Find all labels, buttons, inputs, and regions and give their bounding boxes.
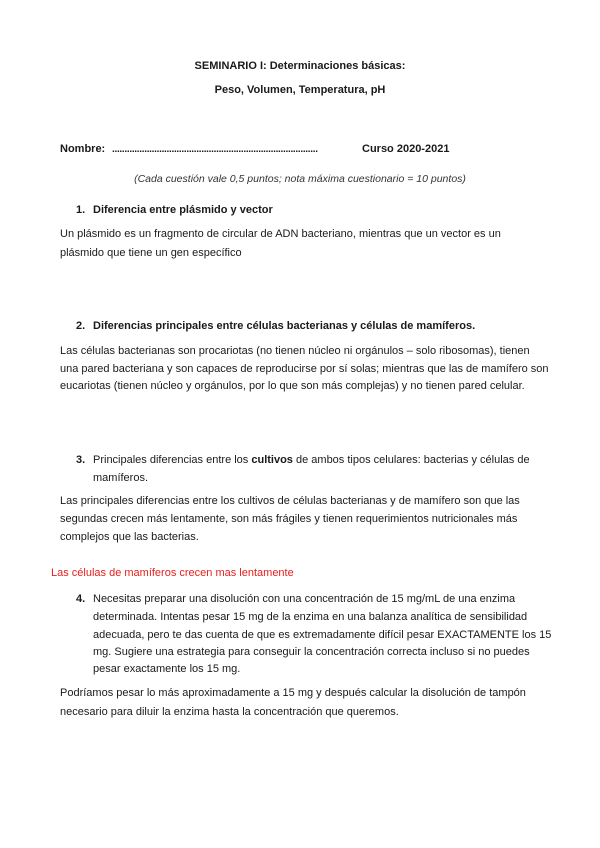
answer-1-line-1: Un plásmido es un fragmento de circular de ADN bacteriano, mientras que un vector es un — [60, 228, 501, 240]
grading-note: (Cada cuestión vale 0,5 puntos; nota máxima cuestionario = 10 puntos) — [134, 173, 466, 185]
answer-4-line-1: Podríamos pesar lo más aproximadamente a 15 mg y después calcular la disolución de tampón — [60, 687, 526, 699]
answer-3-line-3: complejos que las bacterias. — [60, 531, 199, 543]
answer-3-line-1: Las principales diferencias entre los cultivos de células bacterianas y de mamífero son que las — [60, 495, 520, 507]
name-label: Nombre: — [60, 143, 106, 155]
answer-1-line-2: plásmido que tiene un gen específico — [60, 247, 242, 259]
question-4-number: 4. — [76, 593, 86, 605]
answer-2-line-1: Las células bacterianas son procariotas (no tienen núcleo ni orgánulos – solo ribosomas), tienen — [60, 345, 530, 357]
answer-2-line-3: eucariotas (tienen núcleo y orgánulos, por lo que son más complejas) y no tienen pared celular. — [60, 380, 525, 392]
question-1-title: Diferencia entre plásmido y vector — [93, 204, 273, 216]
answer-2-line-2: una pared bacteriana y son capaces de reproducirse por sí solas; mientras que las de mamífero son — [60, 363, 549, 375]
question-4-line-2: determinada. Intentas pesar 15 mg de la enzima en una balanza analítica de sensibilidad — [93, 611, 528, 623]
question-2-title: Diferencias principales entre células bacterianas y células de mamíferos. — [93, 320, 476, 332]
answer-4-line-2: necesario para diluir la enzima hasta la concentración que queremos. — [60, 706, 399, 718]
page-title: SEMINARIO I: Determinaciones básicas: — [194, 60, 406, 72]
course-label: Curso 2020-2021 — [362, 143, 450, 155]
question-4-line-5: pesar exactamente los 15 mg. — [93, 663, 241, 675]
page-subtitle: Peso, Volumen, Temperatura, pH — [214, 84, 386, 96]
name-dots: ................................................................................... — [112, 144, 318, 155]
answer-3-line-2: segundas crecen más lentamente, son más frágiles y tienen requerimientos nutricionales más — [60, 513, 518, 525]
question-3-title: Principales diferencias entre los cultivos de ambos tipos celulares: bacterias y células de — [93, 454, 530, 466]
question-3-title-line-2: mamíferos. — [93, 472, 149, 484]
question-4-line-3: adecuada, pero te das cuenta de que es extremadamente difícil pesar EXACTAMENTE los 15 — [93, 629, 552, 641]
question-2-number: 2. — [76, 320, 86, 332]
question-1-number: 1. — [76, 204, 86, 216]
question-3-number: 3. — [76, 454, 86, 466]
highlight-red-note: Las células de mamíferos crecen mas lentamente — [51, 567, 294, 579]
question-4-line-4: mg. Sugiere una estrategia para conseguir la concentración correcta incluso si no puedes — [93, 646, 530, 658]
question-4-line-1: Necesitas preparar una disolución con una concentración de 15 mg/mL de una enzima — [93, 593, 516, 605]
